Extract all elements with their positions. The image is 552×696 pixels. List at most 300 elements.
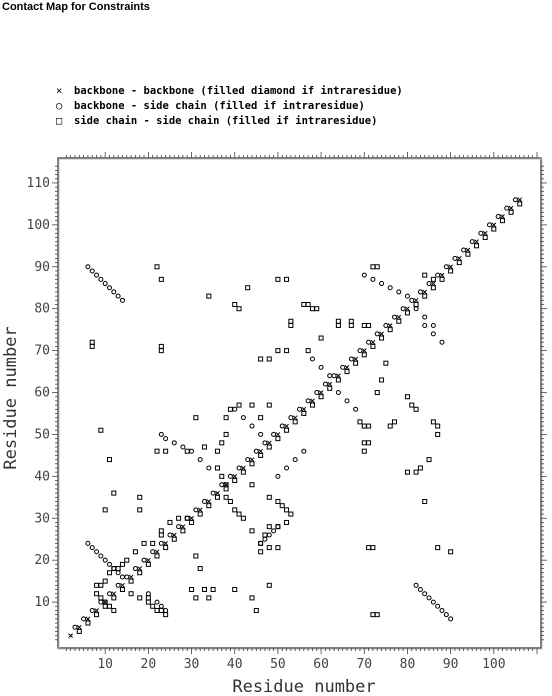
sidechain-sidechain-point [215, 449, 219, 453]
backbone-sidechain-point [120, 575, 124, 579]
sidechain-sidechain-point [431, 420, 435, 424]
sidechain-sidechain-point [354, 361, 358, 365]
sidechain-sidechain-point [405, 470, 409, 474]
sidechain-sidechain-point [237, 307, 241, 311]
sidechain-sidechain-point [241, 516, 245, 520]
sidechain-sidechain-point [224, 432, 228, 436]
backbone-sidechain-point [436, 273, 440, 277]
sidechain-sidechain-point [267, 403, 271, 407]
sidechain-sidechain-point [241, 470, 245, 474]
backbone-backbone-point [440, 273, 444, 277]
backbone-sidechain-point [211, 491, 215, 495]
sidechain-sidechain-point [99, 428, 103, 432]
backbone-sidechain-point [203, 499, 207, 503]
plot-frame [58, 158, 542, 649]
sidechain-sidechain-point [336, 378, 340, 382]
sidechain-sidechain-point [211, 588, 215, 592]
sidechain-sidechain-point [112, 491, 116, 495]
sidechain-sidechain-point [259, 416, 263, 420]
backbone-sidechain-point [513, 198, 517, 202]
chart-title: Contact Map for Constraints [2, 1, 150, 13]
sidechain-sidechain-point [95, 592, 99, 596]
backbone-backbone-point [397, 315, 401, 319]
backbone-sidechain-point [159, 541, 163, 545]
backbone-sidechain-point [263, 441, 267, 445]
sidechain-sidechain-point [198, 512, 202, 516]
sidechain-sidechain-point [267, 546, 271, 550]
backbone-sidechain-point [254, 449, 258, 453]
backbone-sidechain-point [401, 307, 405, 311]
backbone-sidechain-point [336, 391, 340, 395]
x-tick-label: 40 [226, 657, 243, 672]
sidechain-sidechain-point [250, 596, 254, 600]
x-tick-label: 50 [270, 657, 286, 672]
sidechain-sidechain-point [267, 583, 271, 587]
backbone-sidechain-point [367, 340, 371, 344]
sidechain-sidechain-point [367, 546, 371, 550]
sidechain-sidechain-point [120, 588, 124, 592]
backbone-sidechain-point [90, 608, 94, 612]
cross-marker-icon: × [56, 85, 63, 97]
sidechain-sidechain-point [108, 571, 112, 575]
sidechain-sidechain-point [112, 596, 116, 600]
sidechain-sidechain-point [436, 546, 440, 550]
sidechain-sidechain-point [280, 504, 284, 508]
sidechain-sidechain-point [224, 495, 228, 499]
sidechain-sidechain-point [285, 277, 289, 281]
sidechain-sidechain-point [198, 567, 202, 571]
backbone-backbone-point [414, 298, 418, 302]
backbone-sidechain-point [332, 374, 336, 378]
y-tick-label: 100 [26, 217, 50, 233]
sidechain-sidechain-point [237, 403, 241, 407]
sidechain-sidechain-point [146, 600, 150, 604]
backbone-sidechain-point [431, 323, 435, 327]
backbone-sidechain-point [103, 558, 107, 562]
backbone-sidechain-point [431, 332, 435, 336]
backbone-backbone-point [120, 583, 124, 587]
sidechain-sidechain-point [440, 277, 444, 281]
sidechain-sidechain-point [302, 303, 306, 307]
backbone-sidechain-point [164, 608, 168, 612]
sidechain-sidechain-point [336, 319, 340, 323]
sidechain-sidechain-point [289, 319, 293, 323]
backbone-backbone-point [233, 474, 237, 478]
backbone-sidechain-point [470, 240, 474, 244]
sidechain-sidechain-point [380, 336, 384, 340]
sidechain-sidechain-point [190, 588, 194, 592]
sidechain-sidechain-point [108, 458, 112, 462]
sidechain-sidechain-point [315, 307, 319, 311]
sidechain-sidechain-point [375, 613, 379, 617]
backbone-sidechain-point [82, 617, 86, 621]
sidechain-sidechain-point [233, 303, 237, 307]
x-tick-label: 70 [356, 657, 373, 672]
sidechain-sidechain-point [449, 269, 453, 273]
backbone-sidechain-point [414, 307, 418, 311]
sidechain-sidechain-point [466, 252, 470, 256]
backbone-sidechain-point [246, 458, 250, 462]
sidechain-sidechain-point [427, 458, 431, 462]
sidechain-sidechain-point [138, 596, 142, 600]
sidechain-sidechain-point [397, 319, 401, 323]
backbone-sidechain-point [418, 290, 422, 294]
sidechain-sidechain-point [138, 571, 142, 575]
backbone-backbone-point [190, 516, 194, 520]
backbone-backbone-point [250, 458, 254, 462]
backbone-sidechain-point [444, 265, 448, 269]
sidechain-sidechain-point [228, 407, 232, 411]
sidechain-sidechain-point [194, 416, 198, 420]
backbone-backbone-point [457, 256, 461, 260]
sidechain-sidechain-point [164, 613, 168, 617]
backbone-backbone-point [138, 567, 142, 571]
sidechain-sidechain-point [224, 487, 228, 491]
sidechain-sidechain-point [164, 546, 168, 550]
data-points [69, 198, 522, 638]
sidechain-sidechain-point [215, 495, 219, 499]
sidechain-sidechain-point [259, 550, 263, 554]
backbone-sidechain-point [198, 458, 202, 462]
backbone-sidechain-point [116, 571, 120, 575]
backbone-sidechain-point [190, 449, 194, 453]
sidechain-sidechain-point [215, 466, 219, 470]
backbone-sidechain-point [272, 432, 276, 436]
backbone-sidechain-point [237, 466, 241, 470]
x-tick-label: 60 [313, 657, 329, 672]
backbone-backbone-point [302, 407, 306, 411]
backbone-backbone-point [431, 282, 435, 286]
backbone-sidechain-point [194, 508, 198, 512]
sidechain-sidechain-point [172, 537, 176, 541]
sidechain-sidechain-point [177, 516, 181, 520]
backbone-backbone-point [285, 424, 289, 428]
backbone-sidechain-point [362, 273, 366, 277]
sidechain-sidechain-point [151, 541, 155, 545]
sidechain-sidechain-point [423, 273, 427, 277]
sidechain-sidechain-point [310, 307, 314, 311]
sidechain-sidechain-point [449, 550, 453, 554]
backbone-sidechain-point [380, 282, 384, 286]
sidechain-sidechain-point [90, 340, 94, 344]
backbone-backbone-point [466, 248, 470, 252]
sidechain-sidechain-point [103, 579, 107, 583]
backbone-sidechain-point [323, 382, 327, 386]
backbone-sidechain-point [276, 525, 280, 529]
backbone-sidechain-point [112, 290, 116, 294]
sidechain-sidechain-point [181, 529, 185, 533]
sidechain-sidechain-point [414, 303, 418, 307]
x-axis-title: Residue number [232, 677, 376, 696]
sidechain-sidechain-point [276, 546, 280, 550]
sidechain-sidechain-point [393, 420, 397, 424]
backbone-sidechain-point [436, 604, 440, 608]
sidechain-sidechain-point [263, 533, 267, 537]
backbone-sidechain-point [298, 407, 302, 411]
backbone-sidechain-point [146, 592, 150, 596]
x-tick-label: 10 [97, 657, 114, 672]
sidechain-sidechain-point [220, 474, 224, 478]
backbone-sidechain-point [90, 546, 94, 550]
sidechain-sidechain-point [129, 579, 133, 583]
sidechain-sidechain-point [267, 525, 271, 529]
sidechain-sidechain-point [276, 277, 280, 281]
sidechain-sidechain-point [95, 613, 99, 617]
backbone-sidechain-point [155, 600, 159, 604]
sidechain-sidechain-point [371, 613, 375, 617]
backbone-backbone-point [354, 357, 358, 361]
plot-border [58, 158, 541, 648]
y-tick-label: 80 [34, 301, 50, 317]
sidechain-sidechain-point [246, 286, 250, 290]
backbone-backbone-point [112, 592, 116, 596]
sidechain-sidechain-point [371, 546, 375, 550]
backbone-backbone-point [492, 223, 496, 227]
backbone-backbone-point [371, 340, 375, 344]
backbone-sidechain-point [99, 277, 103, 281]
sidechain-sidechain-point [405, 311, 409, 315]
backbone-sidechain-point [354, 407, 358, 411]
sidechain-sidechain-point [250, 483, 254, 487]
backbone-sidechain-point [453, 256, 457, 260]
sidechain-sidechain-point [349, 323, 353, 327]
sidechain-sidechain-point [431, 286, 435, 290]
backbone-backbone-point [388, 323, 392, 327]
backbone-sidechain-point [310, 357, 314, 361]
sidechain-sidechain-point [345, 370, 349, 374]
sidechain-sidechain-point [155, 554, 159, 558]
backbone-sidechain-point [418, 588, 422, 592]
backbone-sidechain-point [172, 441, 176, 445]
sidechain-sidechain-point [103, 604, 107, 608]
sidechain-sidechain-point [362, 424, 366, 428]
backbone-sidechain-point [86, 265, 90, 269]
backbone-backbone-point [259, 449, 263, 453]
backbone-sidechain-point [125, 575, 129, 579]
backbone-sidechain-point [267, 533, 271, 537]
sidechain-sidechain-point [475, 244, 479, 248]
backbone-sidechain-point [116, 294, 120, 298]
sidechain-sidechain-point [133, 550, 137, 554]
backbone-sidechain-point [116, 583, 120, 587]
sidechain-sidechain-point [190, 520, 194, 524]
backbone-sidechain-point [181, 445, 185, 449]
sidechain-sidechain-point [349, 319, 353, 323]
backbone-sidechain-point [164, 437, 168, 441]
sidechain-sidechain-point [99, 596, 103, 600]
backbone-sidechain-point [95, 550, 99, 554]
backbone-sidechain-point [280, 424, 284, 428]
sidechain-sidechain-point [285, 508, 289, 512]
backbone-sidechain-point [427, 282, 431, 286]
sidechain-sidechain-point [220, 441, 224, 445]
sidechain-sidechain-point [203, 445, 207, 449]
sidechain-sidechain-point [159, 529, 163, 533]
backbone-backbone-point [172, 533, 176, 537]
sidechain-sidechain-point [414, 407, 418, 411]
sidechain-sidechain-point [237, 512, 241, 516]
backbone-backbone-point [103, 600, 107, 604]
backbone-sidechain-point [388, 286, 392, 290]
backbone-sidechain-point [95, 273, 99, 277]
sidechain-sidechain-point [285, 520, 289, 524]
sidechain-sidechain-point [103, 508, 107, 512]
x-tick-label: 90 [442, 657, 459, 672]
sidechain-sidechain-point [267, 445, 271, 449]
backbone-sidechain-point [177, 525, 181, 529]
backbone-backbone-point [405, 307, 409, 311]
square-marker-icon: □ [56, 115, 63, 127]
sidechain-sidechain-point [259, 453, 263, 457]
backbone-backbone-point [267, 441, 271, 445]
backbone-sidechain-point [112, 567, 116, 571]
backbone-sidechain-point [151, 550, 155, 554]
sidechain-sidechain-point [159, 344, 163, 348]
sidechain-sidechain-point [306, 349, 310, 353]
backbone-sidechain-point [496, 214, 500, 218]
backbone-sidechain-point [120, 298, 124, 302]
backbone-sidechain-point [505, 206, 509, 210]
sidechain-sidechain-point [207, 294, 211, 298]
sidechain-sidechain-point [276, 349, 280, 353]
backbone-sidechain-point [185, 516, 189, 520]
sidechain-sidechain-point [228, 499, 232, 503]
sidechain-sidechain-point [185, 449, 189, 453]
backbone-sidechain-point [259, 541, 263, 545]
backbone-backbone-point [77, 625, 81, 629]
backbone-backbone-point [129, 575, 133, 579]
backbone-backbone-point [95, 608, 99, 612]
backbone-sidechain-point [259, 432, 263, 436]
sidechain-sidechain-point [371, 265, 375, 269]
sidechain-sidechain-point [276, 499, 280, 503]
backbone-sidechain-point [431, 600, 435, 604]
sidechain-sidechain-point [259, 357, 263, 361]
sidechain-sidechain-point [86, 621, 90, 625]
sidechain-sidechain-point [384, 361, 388, 365]
sidechain-sidechain-point [285, 349, 289, 353]
backbone-sidechain-point [99, 554, 103, 558]
backbone-sidechain-point [341, 365, 345, 369]
sidechain-sidechain-point [388, 424, 392, 428]
sidechain-sidechain-point [168, 520, 172, 524]
sidechain-sidechain-point [492, 227, 496, 231]
backbone-sidechain-point [358, 349, 362, 353]
backbone-sidechain-point [207, 466, 211, 470]
backbone-backbone-point [69, 634, 73, 638]
sidechain-sidechain-point [125, 558, 129, 562]
sidechain-sidechain-point [362, 353, 366, 357]
plot-border-shadow [59, 159, 542, 649]
sidechain-sidechain-point [250, 462, 254, 466]
sidechain-sidechain-point [207, 596, 211, 600]
sidechain-sidechain-point [306, 303, 310, 307]
y-tick-label: 10 [34, 595, 50, 611]
backbone-backbone-point [380, 332, 384, 336]
sidechain-sidechain-point [233, 508, 237, 512]
backbone-sidechain-point [423, 592, 427, 596]
sidechain-sidechain-point [289, 323, 293, 327]
y-tick-label: 90 [34, 259, 50, 275]
backbone-sidechain-point [285, 466, 289, 470]
backbone-backbone-point [423, 290, 427, 294]
y-tick-label: 50 [34, 427, 50, 443]
backbone-backbone-point [293, 416, 297, 420]
backbone-backbone-point [500, 214, 504, 218]
backbone-backbone-point [483, 231, 487, 235]
sidechain-sidechain-point [233, 479, 237, 483]
backbone-sidechain-point [440, 608, 444, 612]
sidechain-sidechain-point [224, 416, 228, 420]
sidechain-sidechain-point [151, 604, 155, 608]
backbone-sidechain-point [488, 223, 492, 227]
sidechain-sidechain-point [116, 567, 120, 571]
sidechain-sidechain-point [203, 588, 207, 592]
backbone-sidechain-point [319, 365, 323, 369]
sidechain-sidechain-point [371, 344, 375, 348]
backbone-backbone-point [509, 206, 513, 210]
backbone-backbone-point [86, 617, 90, 621]
sidechain-sidechain-point [233, 588, 237, 592]
backbone-sidechain-point [250, 424, 254, 428]
backbone-sidechain-point [393, 315, 397, 319]
sidechain-sidechain-point [367, 323, 371, 327]
backbone-backbone-point [181, 525, 185, 529]
x-tick-label: 100 [482, 657, 506, 672]
sidechain-sidechain-point [155, 608, 159, 612]
sidechain-sidechain-point [138, 508, 142, 512]
sidechain-sidechain-point [518, 202, 522, 206]
sidechain-sidechain-point [500, 219, 504, 223]
backbone-backbone-point [164, 541, 168, 545]
backbone-sidechain-point [108, 286, 112, 290]
sidechain-sidechain-point [276, 437, 280, 441]
sidechain-sidechain-point [250, 529, 254, 533]
backbone-backbone-point [336, 374, 340, 378]
backbone-sidechain-point [272, 529, 276, 533]
backbone-backbone-point [319, 391, 323, 395]
backbone-sidechain-point [375, 332, 379, 336]
backbone-sidechain-point [449, 617, 453, 621]
sidechain-sidechain-point [367, 441, 371, 445]
backbone-sidechain-point [462, 248, 466, 252]
backbone-sidechain-point [414, 583, 418, 587]
y-tick-label: 20 [34, 553, 50, 569]
sidechain-sidechain-point [285, 428, 289, 432]
sidechain-sidechain-point [159, 277, 163, 281]
sidechain-sidechain-point [159, 608, 163, 612]
sidechain-sidechain-point [405, 395, 409, 399]
backbone-sidechain-point [108, 592, 112, 596]
sidechain-sidechain-point [207, 504, 211, 508]
sidechain-sidechain-point [388, 328, 392, 332]
sidechain-sidechain-point [362, 323, 366, 327]
backbone-sidechain-point [479, 231, 483, 235]
backbone-sidechain-point [142, 558, 146, 562]
backbone-sidechain-point [405, 294, 409, 298]
backbone-sidechain-point [90, 269, 94, 273]
sidechain-sidechain-point [423, 499, 427, 503]
backbone-backbone-point [518, 198, 522, 202]
y-tick-label: 110 [26, 175, 50, 191]
backbone-sidechain-point [168, 533, 172, 537]
sidechain-sidechain-point [293, 420, 297, 424]
sidechain-sidechain-point [380, 378, 384, 382]
sidechain-sidechain-point [112, 608, 116, 612]
sidechain-sidechain-point [436, 432, 440, 436]
backbone-backbone-point [310, 399, 314, 403]
backbone-backbone-point [215, 491, 219, 495]
